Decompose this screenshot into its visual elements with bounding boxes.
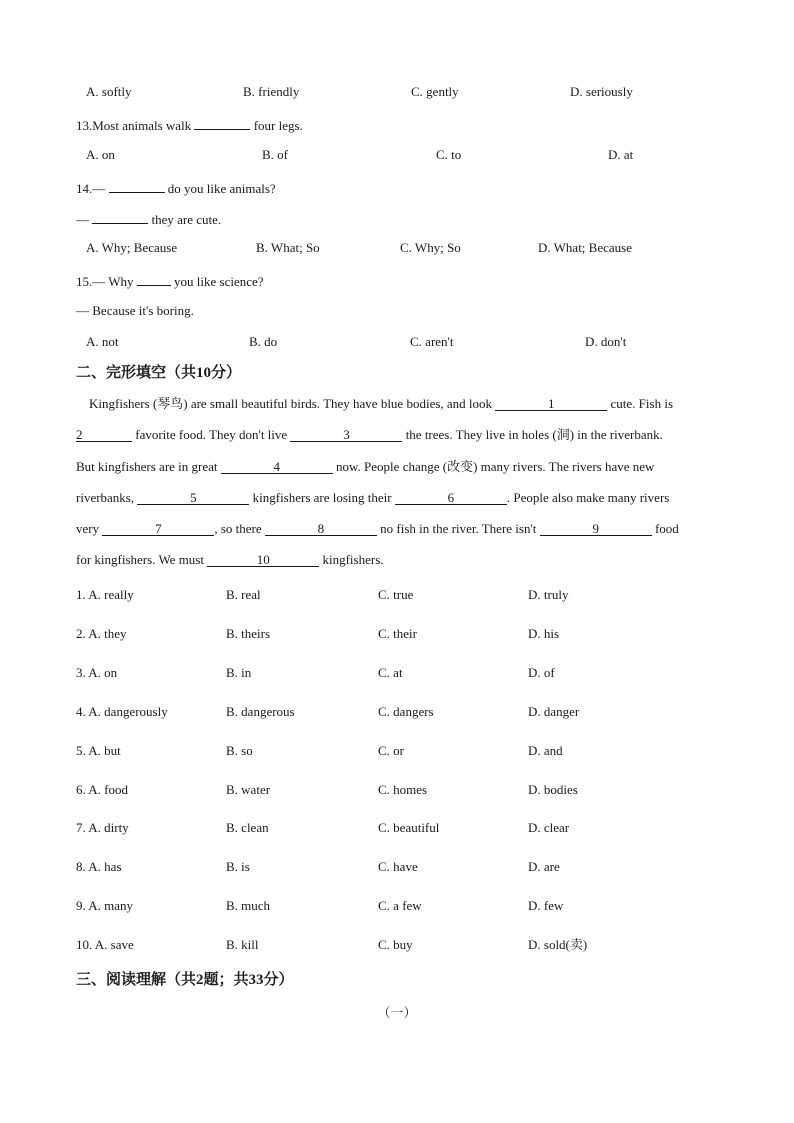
section3-label: 三、阅读理解（共 <box>76 970 197 988</box>
q15-line1 <box>76 271 264 290</box>
cloze-blank-3[interactable]: 3 <box>290 427 402 442</box>
q14-option-c[interactable]: C. Why; So <box>400 240 461 255</box>
q13-stem-pre: 13.Most animals walk <box>76 118 192 133</box>
q15-option-c[interactable]: C. aren't <box>410 334 454 349</box>
cloze-q6-option-a[interactable]: 6. A. food <box>76 781 128 797</box>
q12-option-d[interactable]: D. seriously <box>570 84 633 99</box>
q12-option-b[interactable]: B. friendly <box>243 84 300 99</box>
cloze-line-4 <box>76 490 720 506</box>
section3-mid: 题；共 <box>203 970 249 988</box>
cloze-line-1 <box>89 396 733 412</box>
cloze-text: riverbanks, <box>76 490 135 505</box>
cloze-text: no fish in the river. There isn't <box>380 521 537 536</box>
cloze-q5-option-a[interactable]: 5. A. but <box>76 742 121 758</box>
q14-blank-1[interactable] <box>109 178 165 193</box>
q14-line2-post: they are cute. <box>151 212 222 227</box>
cloze-q10-option-a[interactable]: 10. A. save <box>76 937 134 953</box>
cloze-blank-5[interactable]: 5 <box>137 490 249 505</box>
section2-num: 10 <box>196 365 212 381</box>
cloze-text: now. People change (改变) many rivers. The rivers have new <box>336 459 655 474</box>
cloze-blank-8[interactable]: 8 <box>265 521 377 536</box>
cloze-blank-4[interactable]: 4 <box>221 459 333 474</box>
cloze-line-5 <box>76 521 720 537</box>
q14-line1-post: do you like animals? <box>167 181 276 196</box>
cloze-q10-option-c[interactable]: C. buy <box>378 937 413 953</box>
cloze-text: , so there <box>214 521 262 536</box>
cloze-q8-option-a[interactable]: 8. A. has <box>76 859 122 875</box>
q13-blank[interactable] <box>194 115 250 130</box>
section3-num2: 33 <box>248 972 264 988</box>
section3-tail: 分） <box>263 970 294 988</box>
cloze-q1-option-a[interactable]: 1. A. really <box>76 587 134 602</box>
q13-option-b[interactable]: B. of <box>262 147 288 162</box>
q14-line1-pre: 14.— <box>76 181 106 196</box>
cloze-q6-option-c[interactable]: C. homes <box>378 781 428 797</box>
cloze-blank-1[interactable]: 1 <box>495 396 607 411</box>
cloze-text: . People also make many rivers <box>506 490 670 505</box>
cloze-q7-option-a[interactable]: 7. A. dirty <box>76 820 129 836</box>
cloze-line-3 <box>76 459 720 475</box>
cloze-q1-option-d[interactable]: D. truly <box>528 587 569 602</box>
cloze-q9-option-d[interactable]: D. few <box>528 898 564 914</box>
q12-option-c[interactable]: C. gently <box>411 84 459 99</box>
q14-option-d[interactable]: D. What; Because <box>538 240 632 255</box>
cloze-text: favorite food. They don't live <box>135 427 288 442</box>
q15-option-b[interactable]: B. do <box>249 334 278 349</box>
cloze-text: kingfishers are losing their <box>252 490 392 505</box>
cloze-q2-option-b[interactable]: B. theirs <box>226 625 271 641</box>
cloze-text: But kingfishers are in great <box>76 459 218 474</box>
cloze-q1-option-c[interactable]: C. true <box>378 587 414 602</box>
q15-line2: — Because it's boring. <box>76 303 194 318</box>
cloze-text: Kingfishers (琴鸟) are small beautiful birds. They have blue bodies, and look <box>89 396 493 411</box>
q14-line2-pre: — <box>76 212 89 227</box>
cloze-q9-option-a[interactable]: 9. A. many <box>76 898 134 914</box>
cloze-q6-option-b[interactable]: B. water <box>226 781 271 797</box>
cloze-q8-option-c[interactable]: C. have <box>378 859 418 875</box>
cloze-blank-6[interactable]: 6 <box>395 490 507 505</box>
cloze-q7-option-b[interactable]: B. clean <box>226 820 269 836</box>
cloze-q8-option-b[interactable]: B. is <box>226 859 250 875</box>
q13-option-c[interactable]: C. to <box>436 147 462 162</box>
cloze-q1-option-b[interactable]: B. real <box>226 587 261 602</box>
cloze-q3-option-b[interactable]: B. in <box>226 664 252 680</box>
cloze-q7-option-c[interactable]: C. beautiful <box>378 820 440 836</box>
cloze-q2-option-c[interactable]: C. their <box>378 625 417 641</box>
section3-num: 2 <box>196 972 204 988</box>
q14-option-a[interactable]: A. Why; Because <box>86 240 178 255</box>
q15-blank[interactable] <box>137 271 171 286</box>
cloze-q7-option-d[interactable]: D. clear <box>528 820 570 836</box>
cloze-q2-option-d[interactable]: D. his <box>528 625 560 641</box>
cloze-q3-option-a[interactable]: 3. A. on <box>76 664 118 680</box>
cloze-q10-option-d[interactable]: D. sold(卖) <box>528 937 588 953</box>
q15-line1-pre: 15.— Why <box>76 274 134 289</box>
q15-option-a[interactable]: A. not <box>86 334 119 349</box>
cloze-q9-option-c[interactable]: C. a few <box>378 898 422 914</box>
cloze-q4-option-c[interactable]: C. dangers <box>378 703 434 719</box>
q13-stem <box>76 115 303 134</box>
q12-option-a[interactable]: A. softly <box>86 84 132 99</box>
cloze-q5-option-c[interactable]: C. or <box>378 742 404 758</box>
cloze-text: cute. Fish is <box>610 396 674 411</box>
section-heading-cloze <box>76 363 241 382</box>
cloze-q9-option-b[interactable]: B. much <box>226 898 271 914</box>
q14-line1 <box>76 178 276 197</box>
cloze-q4-option-a[interactable]: 4. A. dangerously <box>76 703 168 719</box>
cloze-q2-option-a[interactable]: 2. A. they <box>76 625 127 641</box>
cloze-blank-9[interactable]: 9 <box>540 521 652 536</box>
q14-blank-2[interactable] <box>92 209 148 224</box>
cloze-line-2 <box>76 427 720 443</box>
cloze-text: food <box>654 521 679 536</box>
q14-line2 <box>76 209 221 228</box>
q13-option-a[interactable]: A. on <box>86 147 115 162</box>
section-heading-reading <box>76 970 294 989</box>
section2-tail: 分） <box>211 363 242 381</box>
cloze-q5-option-d[interactable]: D. and <box>528 742 563 758</box>
cloze-blank-2[interactable]: 2 <box>76 427 132 442</box>
cloze-q8-option-d[interactable]: D. are <box>528 859 560 875</box>
cloze-q4-option-b[interactable]: B. dangerous <box>226 703 295 719</box>
cloze-text: very <box>76 521 100 536</box>
cloze-text: the trees. They live in holes (洞) in the riverbank. <box>405 427 663 442</box>
cloze-q3-option-c[interactable]: C. at <box>378 664 403 680</box>
cloze-blank-10[interactable]: 10 <box>207 552 319 567</box>
q13-option-d[interactable]: D. at <box>608 147 634 162</box>
passage-number-label: （一） <box>377 1005 417 1020</box>
q13-stem-post: four legs. <box>253 118 303 133</box>
cloze-text: for kingfishers. We must <box>76 552 204 567</box>
cloze-q10-option-b[interactable]: B. kill <box>226 937 259 953</box>
cloze-q4-option-d[interactable]: D. danger <box>528 703 580 719</box>
section2-label: 二、完形填空（共 <box>76 363 197 381</box>
q14-option-b[interactable]: B. What; So <box>256 240 320 255</box>
cloze-text: kingfishers. <box>322 552 384 567</box>
cloze-q6-option-d[interactable]: D. bodies <box>528 781 578 797</box>
cloze-q3-option-d[interactable]: D. of <box>528 664 555 680</box>
cloze-line-6 <box>76 552 720 568</box>
q15-option-d[interactable]: D. don't <box>585 334 627 349</box>
q15-line1-post: you like science? <box>174 274 264 289</box>
cloze-q5-option-b[interactable]: B. so <box>226 742 253 758</box>
cloze-blank-7[interactable]: 7 <box>102 521 214 536</box>
